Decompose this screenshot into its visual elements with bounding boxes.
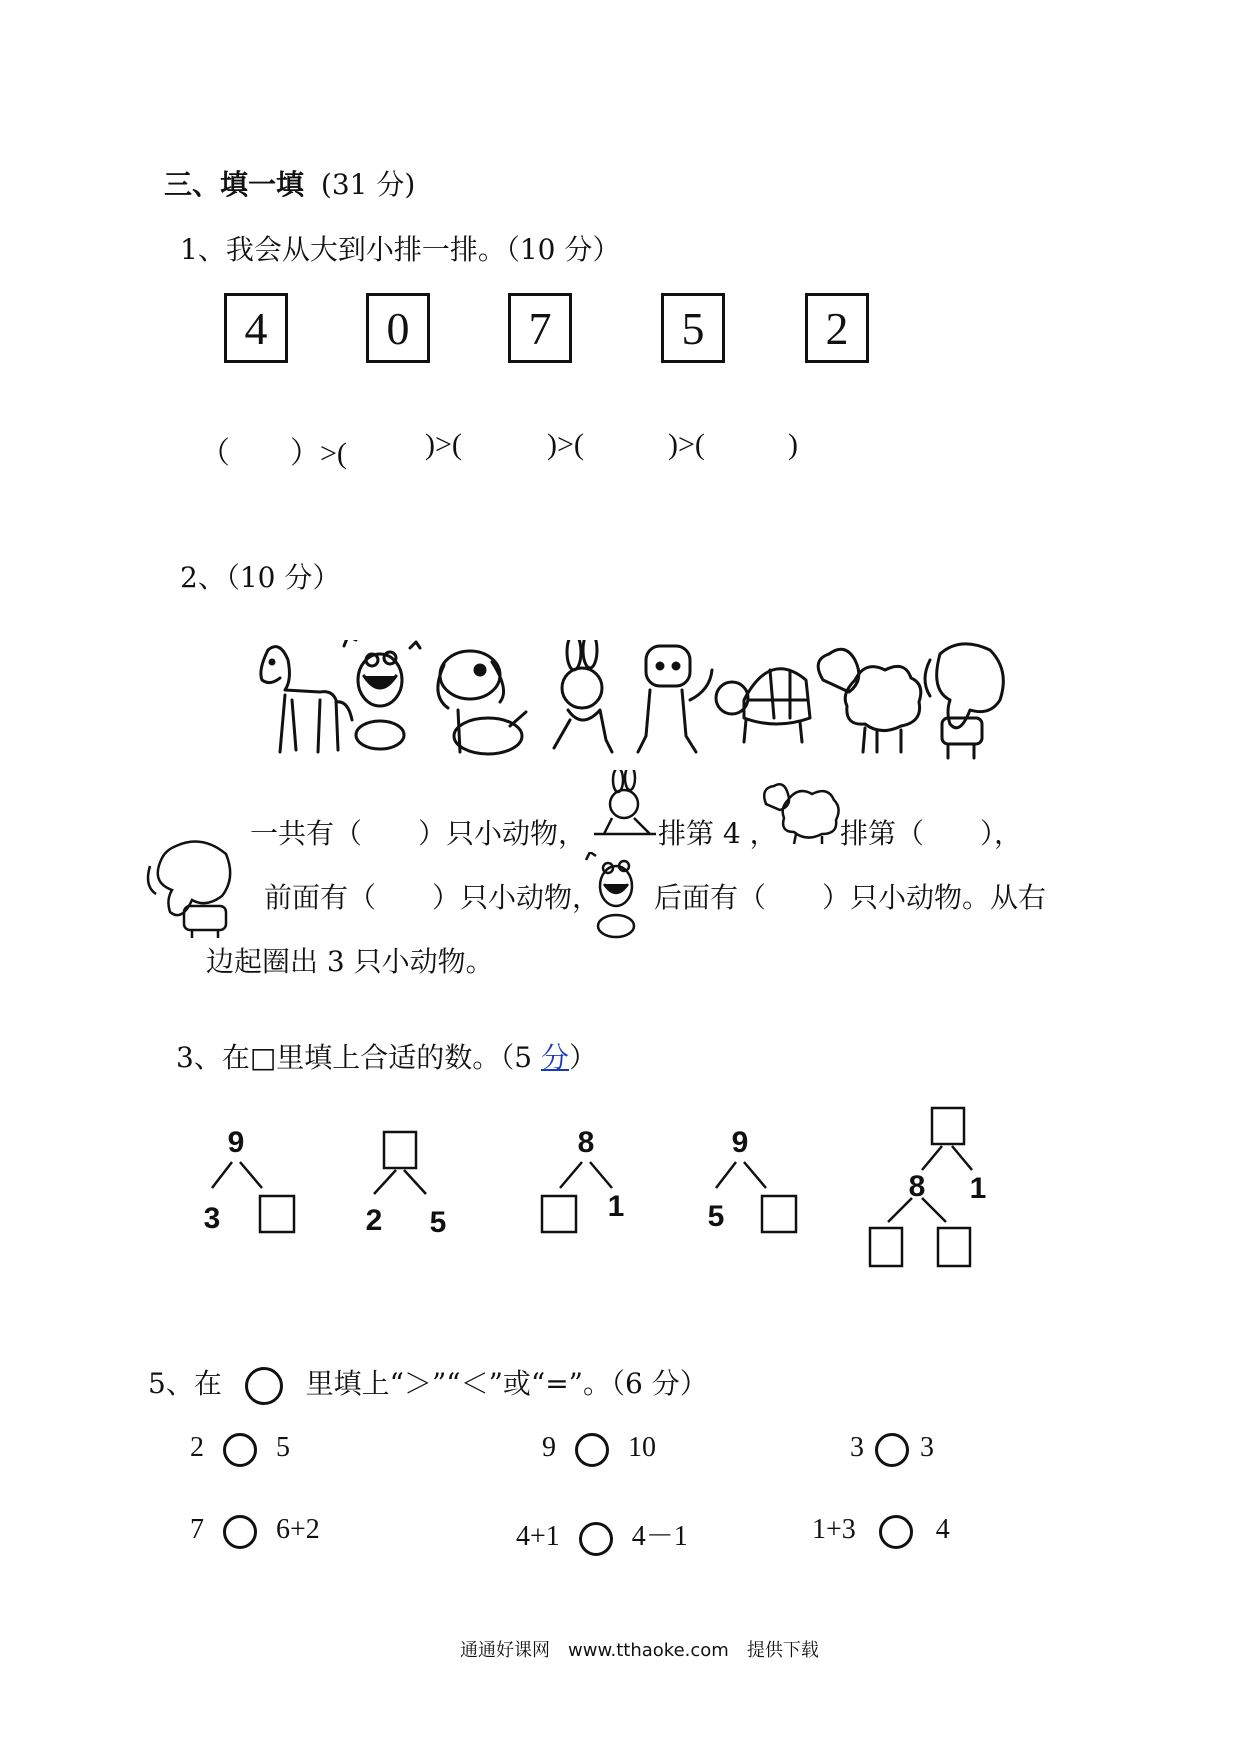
order-blank-3[interactable]: )>( [547,428,584,461]
number-box-5: 2 [805,293,869,363]
order-blank-5[interactable]: ) [788,428,798,461]
elephant-icon [925,644,1003,758]
elephant-inline-icon [146,838,246,938]
number-box-2: 0 [366,293,430,363]
compare-2 [542,1432,656,1467]
compare-1 [190,1432,290,1467]
compare-circle[interactable] [879,1515,913,1549]
q2-line3: 边起圈出 3 只小动物。 [206,945,494,978]
compare-right: 4－1 [631,1521,688,1552]
tree3-right: 1 [607,1190,625,1223]
frog-icon [344,640,420,749]
order-blank-4[interactable]: )>( [668,428,705,461]
section-title-text: 三、填一填 [164,168,305,201]
tree1-left: 3 [203,1202,221,1235]
blank-box [542,1196,576,1232]
rabbit-icon [554,640,612,752]
compare-circle[interactable] [223,1515,257,1549]
q5-prompt-b: 里填上“＞”“＜”或“=”。（6 分） [305,1367,708,1400]
q2-line2b: 后面有（ ）只小动物。从右 [654,881,1047,914]
q5-prompt-a: 5、在 [148,1367,222,1400]
q2-line1c: 排第（ ）， [840,817,1023,850]
compare-3 [850,1432,934,1467]
number-bond-trees [190,1106,1010,1296]
q3-prompt [176,1036,597,1076]
animal-row-illustration [240,640,1010,770]
compare-circle[interactable] [223,1433,257,1467]
compare-left: 2 [190,1432,204,1463]
compare-left: 4+1 [516,1521,560,1552]
compare-right: 6+2 [276,1514,320,1545]
compare-circle[interactable] [579,1522,613,1556]
compare-4 [190,1514,320,1549]
tree2-left: 2 [365,1204,383,1237]
number-bond-3 [542,1162,612,1232]
compare-left: 7 [190,1514,204,1545]
compare-left: 1+3 [812,1514,856,1545]
blank-box [870,1228,902,1266]
number-bond-1 [212,1162,294,1232]
blank-box [938,1228,970,1266]
page-footer: 通通好课网 www.tthaoke.com 提供下载 [460,1640,819,1661]
compare-6 [812,1514,950,1549]
q3-prompt-a: 3、在□里填上合适的数。（5 [176,1041,541,1074]
tree2-right: 5 [429,1206,447,1239]
tree4-left: 5 [707,1200,725,1233]
tree1-top: 9 [227,1126,245,1159]
q2-line1b: 排第 4 ， [658,817,778,850]
circle-icon [245,1367,283,1405]
number-box-4: 5 [661,293,725,363]
q3-prompt-link[interactable]: 分 [541,1041,570,1074]
tree5-mid: 8 [908,1170,926,1203]
tree5-right: 1 [969,1172,987,1205]
compare-circle[interactable] [575,1433,609,1467]
order-blank-1[interactable]: （ ）>( [200,437,347,470]
section-score: (31 分) [320,168,416,201]
frog-inline-icon [580,852,650,942]
compare-right: 10 [628,1432,656,1463]
blank-box [762,1196,796,1232]
compare-5 [516,1514,688,1556]
tree3-top: 8 [577,1126,595,1159]
compare-circle[interactable] [875,1433,909,1467]
compare-left: 3 [850,1432,864,1463]
dog-icon [438,651,526,754]
section-title [164,163,415,203]
rabbit-inline-icon [590,770,660,840]
sheep-inline-icon [760,778,842,844]
order-blank-2[interactable]: )>( [425,428,462,461]
blank-box [260,1196,294,1232]
compare-right: 4 [935,1514,950,1545]
monkey-icon [638,646,712,752]
blank-box [384,1132,416,1168]
tree4-top: 9 [731,1126,749,1159]
compare-left: 9 [542,1432,556,1463]
compare-right: 3 [920,1432,934,1463]
number-box-1: 4 [224,293,288,363]
horse-icon [261,647,352,752]
q2-line2a: 前面有（ ）只小动物， [264,881,601,914]
compare-right: 5 [276,1432,290,1463]
q5-prompt [148,1362,708,1405]
number-bond-4 [716,1162,796,1232]
number-box-3: 7 [508,293,572,363]
q2-line1a: 一共有（ ）只小动物， [250,817,587,850]
q2-prompt: 2、（10 分） [180,561,341,594]
q3-prompt-b: ） [569,1041,598,1074]
q1-prompt: 1、我会从大到小排一排。（10 分） [180,233,621,266]
sheep-icon [818,649,921,752]
blank-box [932,1108,964,1144]
number-bond-2 [374,1132,426,1194]
turtle-icon [716,669,810,742]
